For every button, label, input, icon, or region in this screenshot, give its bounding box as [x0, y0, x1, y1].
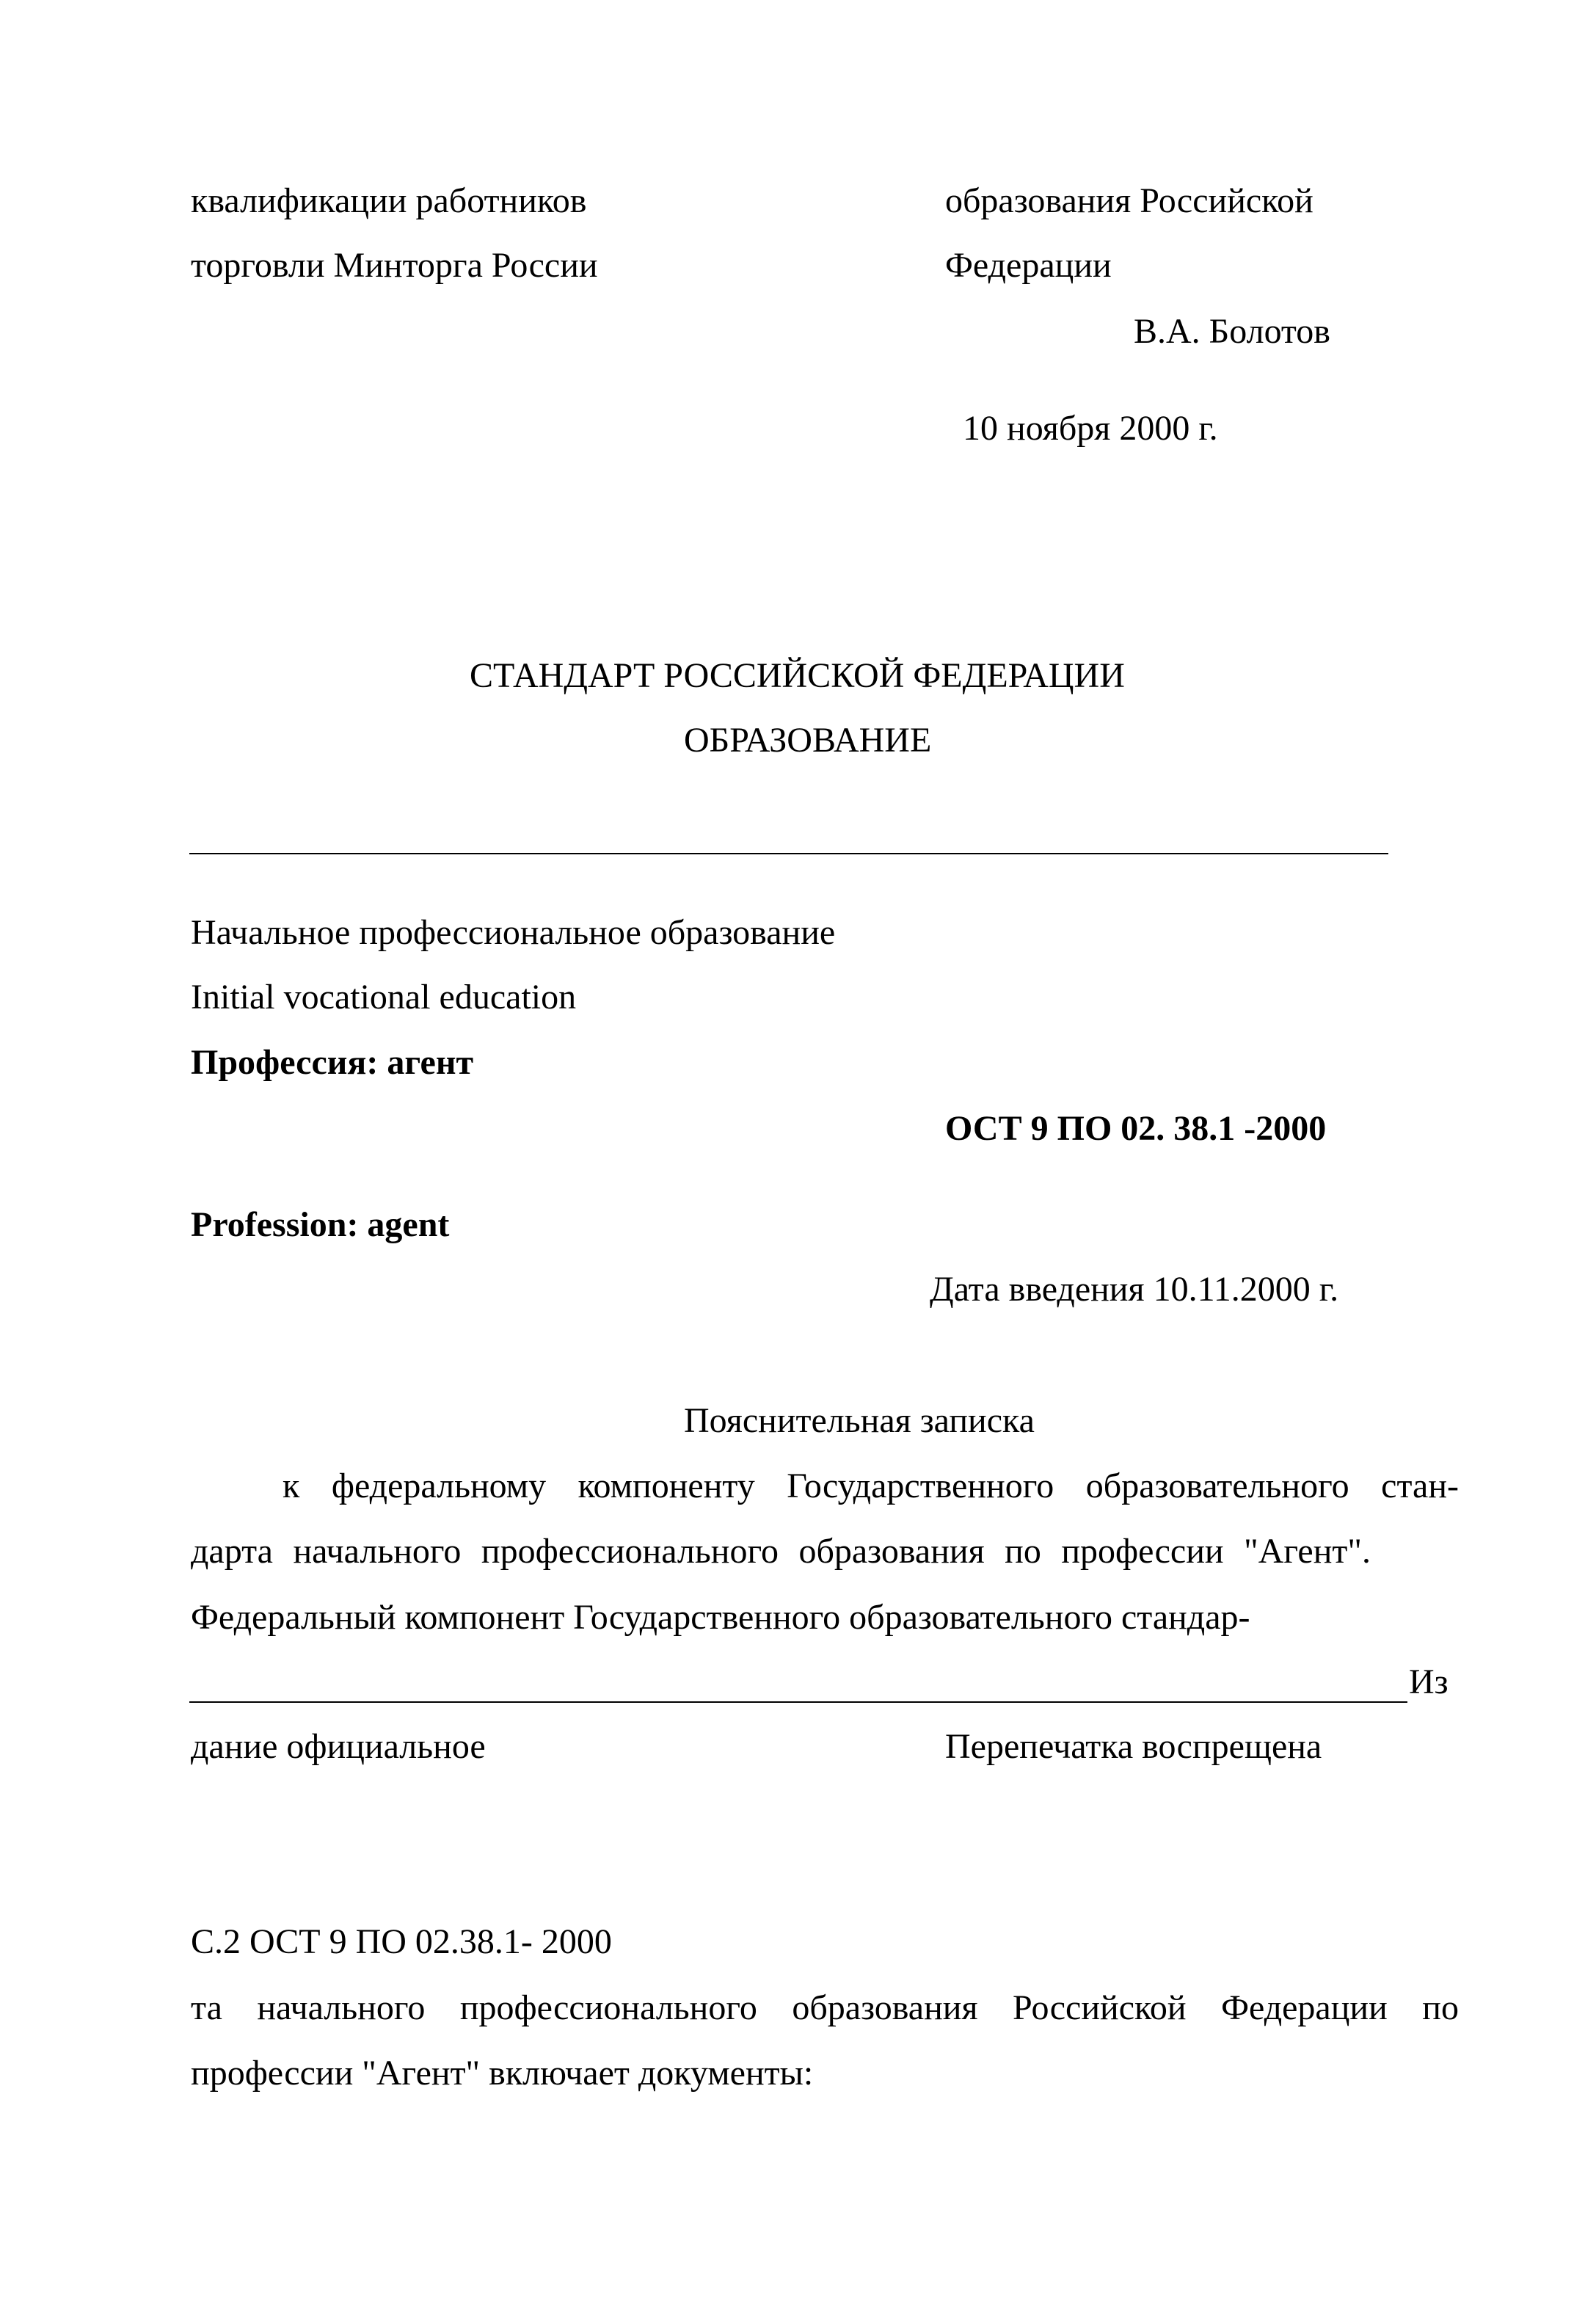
footer-divider [189, 1701, 1407, 1703]
footer-iz: Из [1409, 1662, 1449, 1701]
introduction-date: Дата введения 10.11.2000 г. [930, 1270, 1339, 1309]
page-2-line-1: та начального профессионального образования Российской Федерации по [191, 1988, 1459, 2027]
approver-left-line1: квалификации работников [191, 181, 587, 220]
signatory-name: В.А. Болотов [1134, 312, 1330, 351]
note-line-2: дарта начального профессионального образования по профессии "Агент". [191, 1532, 1371, 1571]
standard-subheading: ОБРАЗОВАНИЕ [684, 721, 932, 760]
education-level-ru: Начальное профессиональное образование [191, 913, 836, 952]
standard-code: ОСТ 9 ПО 02. 38.1 -2000 [945, 1109, 1327, 1148]
note-line-1: к федеральному компоненту Государственного образовательного стан- [283, 1466, 1459, 1505]
official-edition: дание официальное [191, 1727, 486, 1766]
approver-left-line2: торговли Минторга России [191, 246, 598, 285]
note-line-3: Федеральный компонент Государственного образовательного стандар- [191, 1598, 1250, 1637]
approver-right-line2: Федерации [945, 246, 1112, 285]
education-level-en: Initial vocational education [191, 978, 577, 1017]
note-title: Пояснительная записка [684, 1401, 1035, 1440]
page-2-line-2: профессии "Агент" включает документы: [191, 2054, 814, 2093]
profession-en: Profession: agent [191, 1205, 450, 1244]
title-divider [189, 853, 1388, 854]
reprint-notice: Перепечатка воспрещена [945, 1727, 1322, 1766]
profession-ru: Профессия: агент [191, 1043, 474, 1082]
standard-heading: СТАНДАРТ РОССИЙСКОЙ ФЕДЕРАЦИИ [470, 656, 1125, 695]
approval-date: 10 ноября 2000 г. [963, 409, 1218, 448]
page-2-header: С.2 ОСТ 9 ПО 02.38.1- 2000 [191, 1922, 612, 1961]
approver-right-line1: образования Российской [945, 181, 1313, 220]
